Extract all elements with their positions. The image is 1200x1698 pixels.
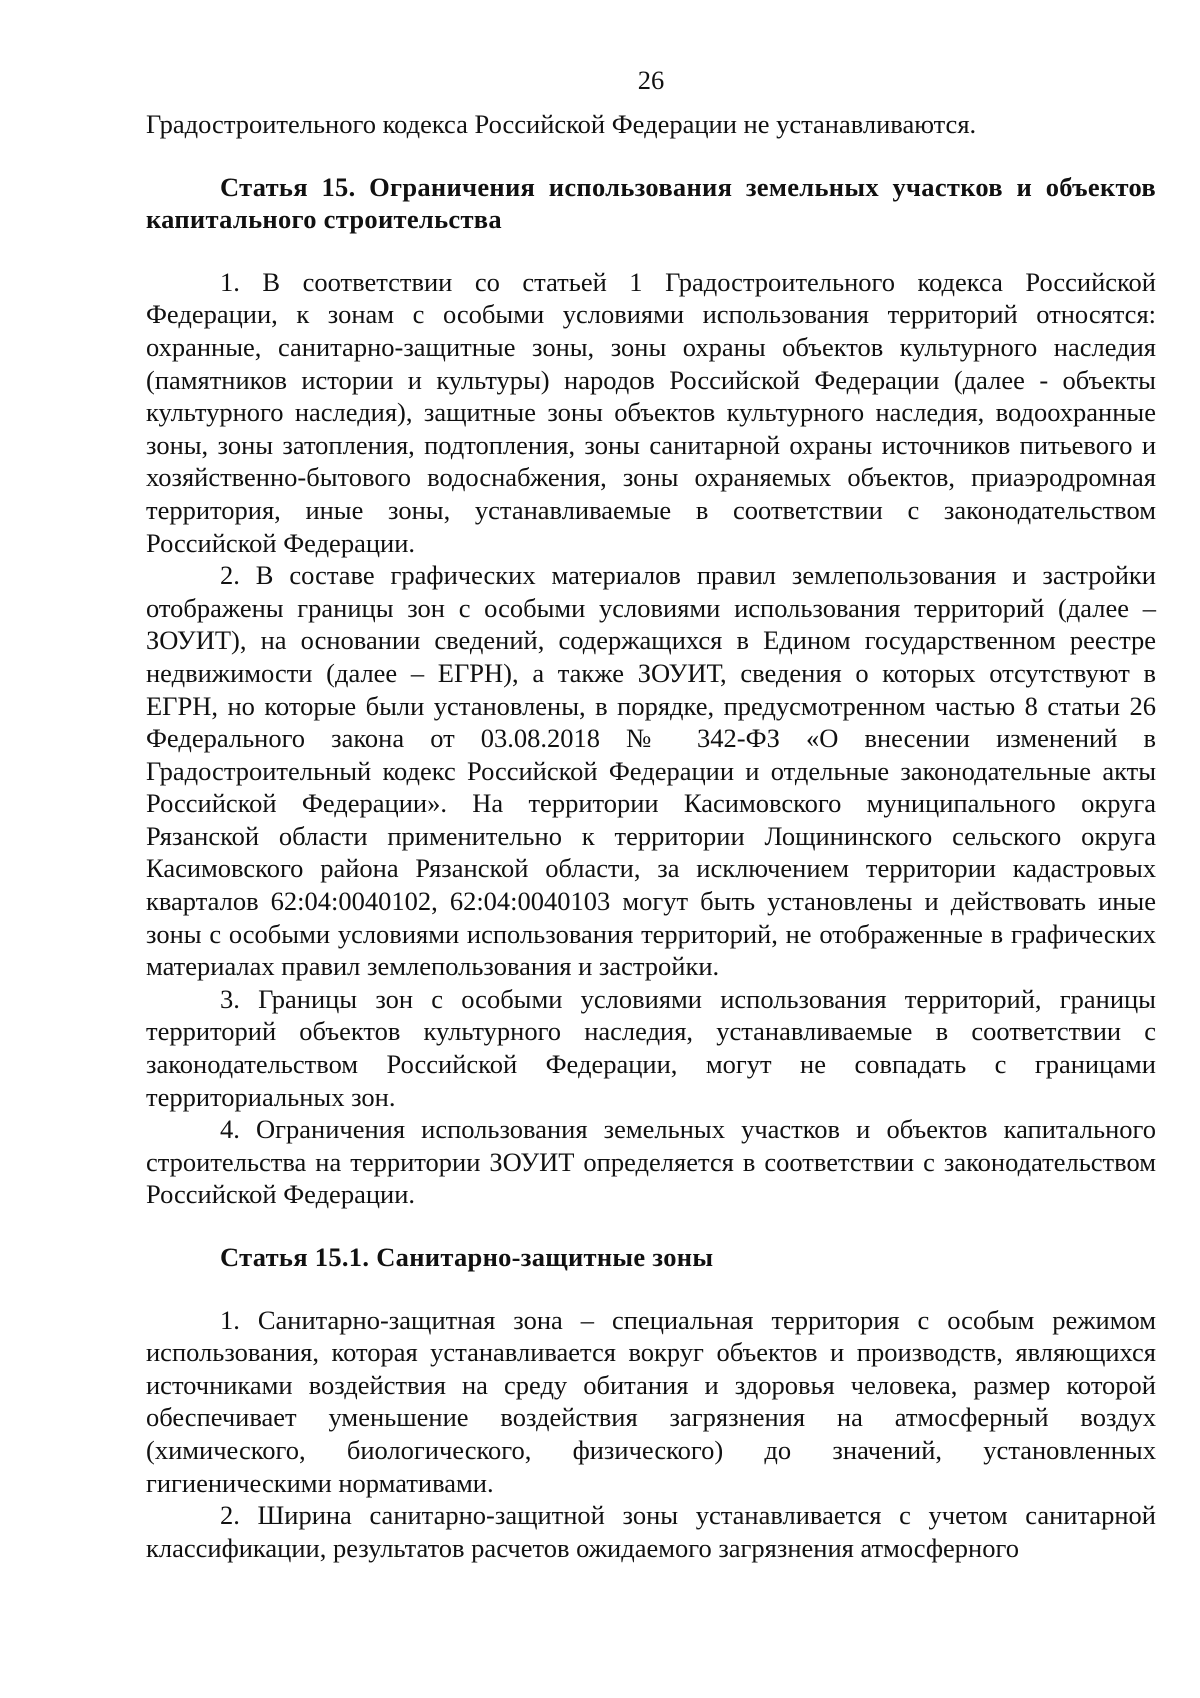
page-number: 26	[637, 65, 665, 95]
article-15-paragraph-2: 2. В составе графических материалов правил землепользования и застройки отображены границы зон с особыми условиями использования территорий (далее – ЗОУИТ), на основании сведений, содержащихся в Едином государственном реестре недвижимости (далее – ЕГРН), а также ЗОУИТ, сведения о которых отсутствуют в ЕГРН, но которые были установлены, в порядке, предусмотренном частью 8 статьи 26 Федерального закона от 03.08.2018 № 342-ФЗ «О внесении изменений в Градостроительный кодекс Российской Федерации и отдельные законодательные акты Российской Федерации». На территории Касимовского муниципального округа Рязанской области применительно к территории Лощининского сельского округа Касимовского района Рязанской области, за исключением территории кадастровых кварталов 62:04:0040102, 62:04:0040103 могут быть установлены и действовать иные зоны с особыми условиями использования территорий, не отображенные в графических материалах правил землепользования и застройки.	[146, 560, 1156, 982]
article-15-heading: Статья 15. Ограничения использования земельных участков и объектов капитального строительства	[146, 171, 1156, 235]
article-15-1-paragraph-1: 1. Санитарно-защитная зона – специальная территория с особым режимом использования, которая устанавливается вокруг объектов и производств, являющихся источниками воздействия на среду обитания и здоровья человека, размер которой обеспечивает уменьшение воздействия загрязнения на атмосферный воздух (химического, биологического, физического) до значений, установленных гигиеническими нормативами.	[146, 1304, 1156, 1498]
article-15-paragraph-3: 3. Границы зон с особыми условиями использования территорий, границы территорий объектов культурного наследия, устанавливаемые в соответствии с законодательством Российской Федерации, могут не совпадать с границами территориальных зон.	[146, 983, 1156, 1112]
article-15-1-heading: Статья 15.1. Санитарно-защитные зоны	[220, 1242, 714, 1272]
article-15-1-paragraph-2: 2. Ширина санитарно-защитной зоны устанавливается с учетом санитарной классификации, результатов расчетов ожидаемого загрязнения атмосферного	[146, 1500, 1156, 1563]
article-15-paragraph-1: 1. В соответствии со статьей 1 Градостроительного кодекса Российской Федерации, к зонам с особыми условиями использования территорий относятся: охранные, санитарно-защитные зоны, зоны охраны объектов культурного наследия (памятников истории и культуры) народов Российской Федерации (далее - объекты культурного наследия), защитные зоны объектов культурного наследия, водоохранные зоны, зоны затопления, подтопления, зоны санитарной охраны источников питьевого и хозяйственно-бытового водоснабжения, зоны охраняемых объектов, приаэродромная территория, иные зоны, устанавливаемые в соответствии с законодательством Российской Федерации.	[146, 266, 1156, 558]
article-15-paragraph-4: 4. Ограничения использования земельных участков и объектов капитального строительства на территории ЗОУИТ определяется в соответствии с законодательством Российской Федерации.	[146, 1114, 1156, 1210]
document-page	[146, 64, 1156, 1564]
intro-line: Градостроительного кодекса Российской Федерации не устанавливаются.	[146, 109, 977, 139]
